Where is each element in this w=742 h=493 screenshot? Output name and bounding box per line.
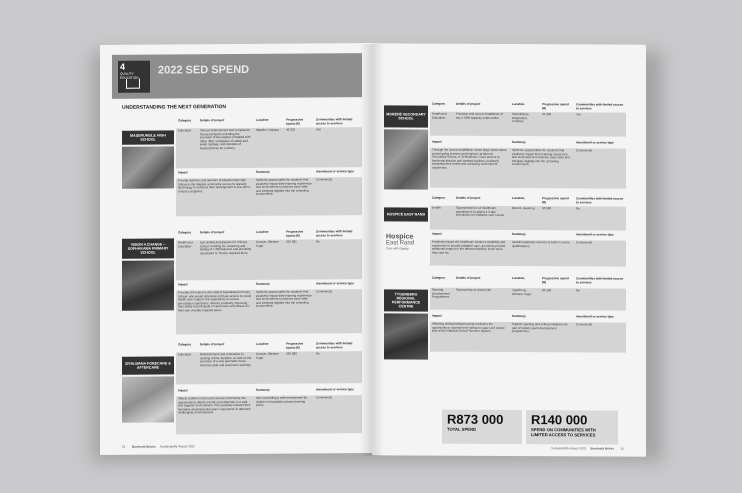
col-header: Investment or service type: [576, 232, 614, 237]
table-cell: Duncan, Western Cape: [256, 239, 280, 248]
col-header: Details of project: [200, 342, 225, 347]
project-photo: [122, 146, 174, 188]
footer: [122, 444, 195, 449]
left-page: [100, 43, 372, 455]
table-cell: 34 000: [542, 112, 552, 117]
table-cell: Mapela, Limpopo: [256, 127, 280, 132]
col-header: Summary: [256, 169, 270, 174]
page-number: 25: [620, 446, 624, 451]
table-cell: Benoni, Gauteng: [512, 206, 535, 211]
project-table: [430, 101, 626, 170]
table-cell: Commercial: [576, 148, 593, 153]
footer: [551, 446, 624, 450]
limited-access-spend-value: R140 000: [531, 412, 588, 428]
col-header: Category: [178, 230, 192, 235]
section-subheading: UNDERSTANDING THE NEXT GENERATION: [122, 104, 226, 111]
col-header: Location: [512, 102, 525, 107]
col-header: Impact: [432, 231, 442, 236]
col-header: Details of project: [456, 101, 481, 106]
col-header: Progressive spend (R): [286, 117, 304, 126]
col-header: Location: [256, 341, 269, 346]
project-table: [176, 341, 362, 415]
table-cell: Sporting Development Programmes: [432, 287, 450, 299]
col-header: Progressive spend (R): [542, 102, 569, 110]
col-header: Details of project: [456, 275, 481, 280]
table-cell: Support sporting and cultural initiatives as part of holistic youth development programmes.: [512, 322, 568, 334]
project-table: [176, 229, 362, 313]
col-header: Progressive spend (R): [286, 229, 304, 238]
col-header: Summary: [256, 387, 270, 392]
table-cell: No: [576, 206, 580, 211]
table-cell: Commercial: [316, 395, 333, 400]
table-cell: Health and Education: [432, 111, 447, 120]
col-header: Communities with limited access to services: [316, 117, 353, 126]
table-cell: 40 023: [286, 127, 296, 132]
col-header: Investment or service type: [576, 314, 614, 319]
col-header: Details of project: [200, 230, 225, 235]
right-page: [372, 43, 646, 456]
col-header: Details of project: [456, 195, 481, 200]
col-header: Investment or service type: [576, 140, 614, 145]
table-cell: Education: [178, 128, 192, 133]
table-cell: 48 600: [542, 206, 552, 211]
hospice-logo: [386, 233, 414, 250]
col-header: Details of project: [200, 118, 225, 123]
col-header: Location: [512, 196, 525, 201]
project-photo: [384, 313, 428, 359]
project-block: [372, 273, 646, 384]
logo-tag: Care with Dignity: [386, 246, 409, 251]
total-spend-stat: [442, 410, 522, 444]
col-header: Category: [178, 342, 192, 347]
col-header: Communities with limited access to services: [316, 229, 353, 238]
project-block: [100, 117, 372, 229]
total-spend-value: R873 000: [447, 411, 504, 427]
project-table: [176, 117, 362, 197]
page-title: 2022 SED SPEND: [158, 63, 250, 77]
sdg-number: 4: [120, 61, 126, 72]
table-cell: Provides the learners who attend Sophakama Primary School, who would otherwise not have access to visual health care support, the opportunity to receive prescription spectacles, thereby positively improving their ability to participate in classrooms and where it is their own visually impaired peers.: [178, 289, 252, 313]
project-photo: [122, 260, 174, 310]
col-header: Category: [432, 195, 446, 200]
table-cell: No: [576, 288, 580, 293]
table-cell: Refurbishment and renovation to existing crèche facilities, as well as the provision of a new perimeter fence, entrance gate and classroom awnings.: [200, 351, 252, 368]
footer-brand: Bushveld Bricks: [590, 446, 614, 451]
table-cell: Commercial: [316, 177, 333, 182]
table-cell: Upskill healthcare workers to further course qualifications.: [512, 240, 570, 248]
school-name-box: MASERUMULE HIGH SCHOOL: [122, 130, 174, 144]
page-number: 24: [122, 444, 126, 449]
table-cell: Commercial: [316, 289, 333, 294]
table-cell: Optimise opportunities for students that positively impact their learning experience and environment to improve pass rates and integrate digitally into the schooling environment.: [512, 148, 570, 167]
col-header: Communities with limited access to services: [576, 276, 624, 285]
project-block: [100, 229, 372, 341]
book-icon: [126, 79, 140, 89]
col-header: Summary: [512, 140, 526, 145]
table-cell: Various improvement and compliance focused projects including the provision of two laptops (installed with office 365), installation of safety and water signage, and donation of books/shelves for a library.: [200, 127, 251, 151]
school-name-box: TYGERBERG REGIONAL PERFORMANCE CENTRE: [384, 289, 428, 311]
col-header: Progressive spend (R): [542, 196, 569, 204]
logo-sub: East Rand: [386, 240, 415, 247]
col-header: Summary: [512, 232, 526, 237]
table-cell: Eye testing and glasses for Primary school. Funding for screening and testing of 1 008 learners and providing spectacles to 70 who required them.: [200, 239, 252, 256]
project-block: [100, 341, 372, 443]
book-spine: [360, 44, 384, 456]
table-cell: Aid in providing a safe environment for children in foundation phase learning years.: [256, 395, 308, 408]
logo-name: Hospice: [386, 233, 414, 241]
limited-access-spend-caption: SPEND ON COMMUNITIES WITH LIMITED ACCESS TO SERVICES: [531, 427, 596, 438]
col-header: Communities with limited access to services: [316, 341, 353, 350]
project-photo: [122, 376, 174, 422]
school-name-box: VISION 4 CHANGE – SOPHAKAMA PRIMARY SCHOOL: [122, 238, 174, 258]
col-header: Investment or service type: [316, 387, 354, 392]
col-header: Location: [256, 117, 269, 122]
footer-report: Sustainability Report 2022: [159, 444, 195, 449]
col-header: Communities with limited access to services: [576, 196, 624, 205]
limited-access-spend-stat: [526, 410, 618, 444]
table-cell: 420 000: [286, 351, 297, 356]
table-cell: Commercial: [576, 322, 593, 327]
table-cell: Education: [178, 352, 192, 357]
table-cell: Sponsorship for 12 healthcare practitioners to attend a 3-day introduction to Palliative care course.: [456, 205, 506, 218]
table-cell: 26 286: [542, 288, 552, 293]
school-name-box: HOSPICE EAST RAND: [384, 207, 428, 221]
col-header: Category: [178, 118, 192, 123]
footer-report: Sustainability Report 2022: [551, 446, 587, 451]
col-header: Summary: [512, 314, 526, 319]
table-cell: Optimise opportunities for students that positively impact their learning experience and environment to improve pass rates and integrate digitally into the schooling environment.: [256, 177, 312, 197]
project-table: [430, 195, 626, 255]
table-cell: Duncan, Western Cape: [256, 351, 280, 360]
col-header: Location: [512, 276, 525, 281]
school-name-box: SIYALWANA FORECARE & AFTERCARE: [122, 356, 174, 374]
col-header: Category: [432, 101, 446, 106]
col-header: Category: [432, 275, 446, 280]
table-cell: Optimise opportunities for students that positively impact their learning experience and environment to improve pass rates and integrate digitally into the schooling environment.: [256, 289, 312, 309]
col-header: Investment or service type: [316, 281, 354, 286]
sdg-4-badge: [118, 61, 150, 93]
table-cell: Yes: [576, 112, 581, 117]
col-header: Progressive spend (R): [542, 276, 569, 284]
table-cell: Health and Education: [178, 240, 193, 248]
table-cell: Provision and correct installation of two 2 500ℓ capacity septic tanks.: [456, 111, 503, 120]
project-block: [372, 193, 646, 274]
col-header: Summary: [256, 281, 270, 286]
col-header: Location: [256, 229, 269, 234]
col-header: Impact: [432, 313, 442, 318]
col-header: Impact: [178, 282, 188, 287]
col-header: Impact: [432, 139, 442, 144]
table-cell: Sponsorship of cricket kits.: [456, 287, 492, 292]
project-photo: [384, 129, 428, 189]
table-cell: Affects children in the local Duncan community, the opportunity to attend creches and aftercare in a safe and hygienic environment. This positively impacts their formative developmental years' experience in aftercare challenging circumstances.: [178, 395, 251, 415]
project-table: [430, 275, 626, 334]
table-cell: Sekhukhune, Burgersfort, Limpopo: [512, 112, 530, 124]
footer-brand: Bushveld Bricks: [132, 444, 156, 449]
col-header: Impact: [178, 170, 188, 175]
col-header: Investment or service type: [316, 169, 354, 174]
col-header: Progressive spend (R): [286, 341, 304, 350]
table-cell: 240 381: [286, 239, 297, 244]
table-cell: Provide teachers and learners at Maserumule High School in the Mapela community access to relevant technology to enhance their development in line with a school's programs.: [178, 177, 251, 194]
table-cell: Commercial: [576, 240, 593, 245]
table-cell: Through the correct installation of two large septic tanks, school-going learners and teachers at Morene Secondary School, in Sekhukhune, have access to functional ablution and sanitary facilities, positively impacting their health and schooling environment experience.: [432, 147, 508, 170]
table-cell: Positively impact the healthcare worker's suitability and experience to provide palliative care, as well as provide additional support to the affected families' loved ones they care for.: [432, 239, 506, 255]
col-header: Communities with limited access to services: [576, 102, 624, 111]
table-cell: No: [316, 239, 320, 244]
school-name-box: MORENE SECONDARY SCHOOL: [384, 105, 428, 127]
table-cell: Yes: [316, 127, 321, 132]
total-spend-caption: TOTAL SPEND: [447, 426, 477, 432]
table-cell: Health: [432, 205, 441, 210]
col-header: Impact: [178, 388, 188, 393]
table-cell: No: [316, 351, 320, 356]
table-cell: Affording underprivileged young cricketers the opportunity to represent the Western Cape U13 cricket side at the National School Summer Games.: [432, 321, 505, 334]
page-header-banner: [112, 53, 362, 99]
table-cell: Tygerberg, Western Cape: [512, 288, 532, 296]
sdg-label: QUALITY EDUCATION: [120, 71, 139, 80]
